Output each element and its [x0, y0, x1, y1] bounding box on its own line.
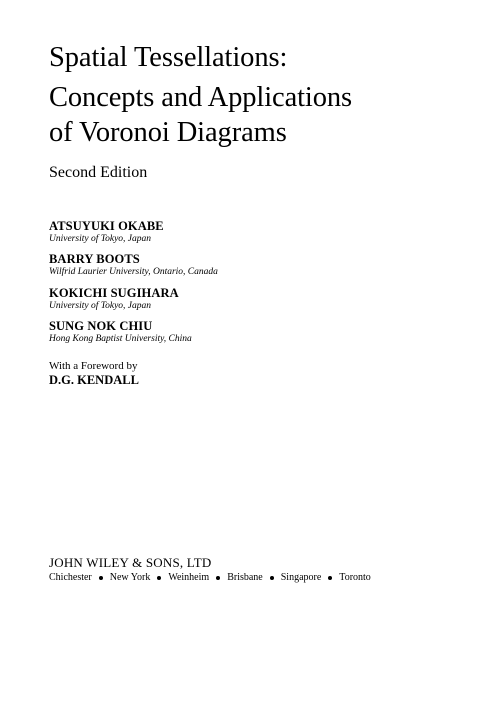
book-title-line-3: of Voronoi Diagrams [49, 117, 287, 148]
author-affiliation: University of Tokyo, Japan [49, 234, 152, 244]
foreword-author: D.G. KENDALL [49, 373, 139, 387]
author-name: KOKICHI SUGIHARA [49, 286, 179, 300]
publisher-name: JOHN WILEY & SONS, LTD [49, 555, 212, 570]
author-affiliation: University of Tokyo, Japan [49, 301, 152, 311]
book-title-line-2: Concepts and Applications [49, 82, 353, 113]
bullet-separator [157, 576, 161, 580]
title-page [49, 0, 469, 720]
publisher-block [49, 554, 371, 585]
bullet-separator [216, 576, 220, 580]
author-block [49, 319, 192, 345]
edition-label: Second Edition [49, 164, 148, 181]
city-name: Toronto [339, 572, 371, 583]
city-name: Brisbane [227, 572, 263, 583]
author-block [49, 219, 164, 245]
foreword-block [49, 360, 139, 388]
book-title-line-1: Spatial Tessellations: [49, 42, 288, 73]
bullet-separator [99, 576, 103, 580]
bullet-separator [328, 576, 332, 580]
author-name: SUNG NOK CHIU [49, 319, 153, 333]
foreword-intro: With a Foreword by [49, 360, 138, 372]
author-name: BARRY BOOTS [49, 252, 140, 266]
city-name: Weinheim [168, 572, 210, 583]
author-block [49, 286, 179, 312]
author-block [49, 252, 218, 278]
city-name: Chichester [49, 572, 92, 583]
publisher-cities [49, 571, 371, 585]
city-name: Singapore [280, 572, 322, 583]
bullet-separator [270, 576, 274, 580]
author-affiliation: Hong Kong Baptist University, China [49, 334, 192, 344]
city-name: New York [109, 572, 151, 583]
author-name: ATSUYUKI OKABE [49, 219, 164, 233]
author-affiliation: Wilfrid Laurier University, Ontario, Canada [49, 267, 218, 277]
